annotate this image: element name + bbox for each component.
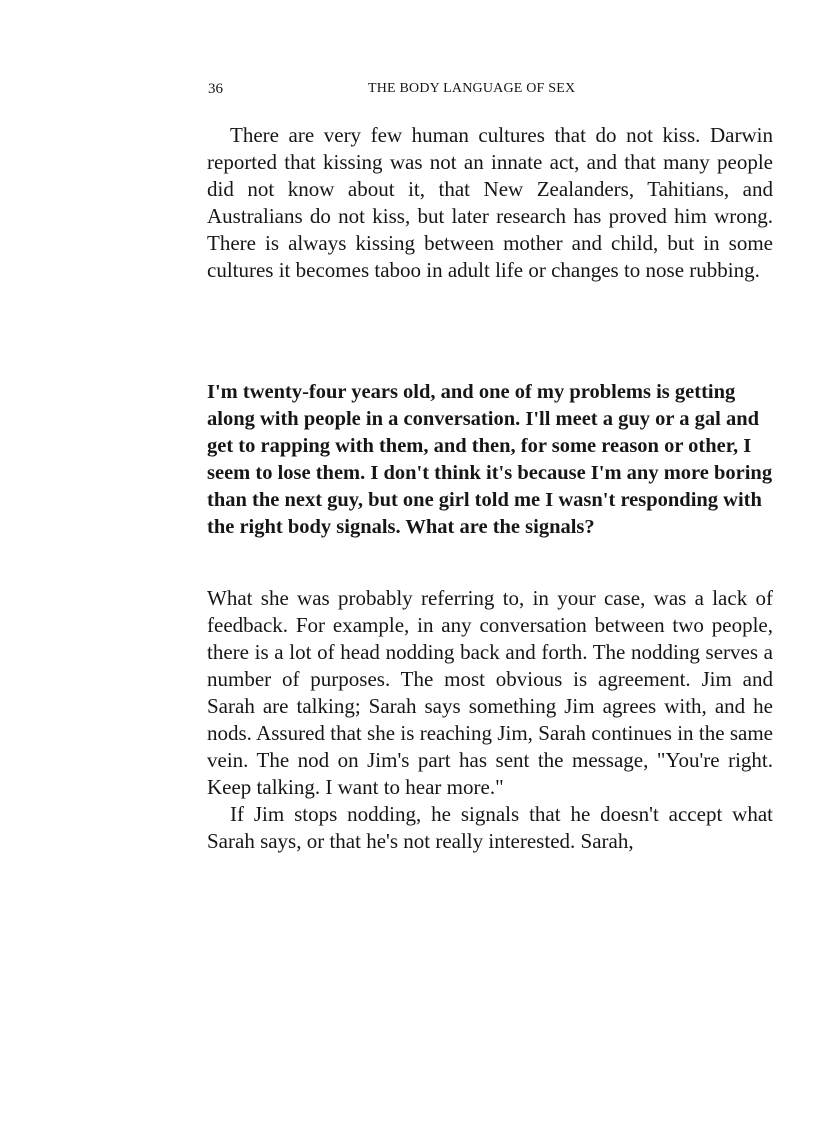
reader-question <box>207 379 773 541</box>
intro-paragraph-block <box>207 122 773 284</box>
intro-paragraph: There are very few human cultures that do not kiss. Darwin reported that kissing was not an innate act, and that many people did not know about it, that New Zealanders, Tahitians, and Australians do not kiss, but later research has proved him wrong. There is always kissing between mother and child, but in some cultures it becomes taboo in adult life or changes to nose rubbing. <box>207 123 773 282</box>
answer-paragraph: If Jim stops nodding, he signals that he doesn't accept what Sarah says, or that he's not really interested. Sarah, <box>207 802 773 853</box>
running-head: THE BODY LANGUAGE OF SEX <box>368 81 576 96</box>
answer-paragraph: What she was probably referring to, in your case, was a lack of feedback. For example, in any conversation between two people, there is a lot of head nodding back and forth. The nodding serves a number of purposes. The most obvious is agreement. Jim and Sarah are talking; Sarah says something Jim agrees with, and he nods. Assured that she is reaching Jim, Sarah continues in the same vein. The nod on Jim's part has sent the message, "You're right. Keep talking. I want to hear more." <box>207 586 773 799</box>
question-text: I'm twenty-four years old, and one of my problems is getting along with people in a conversation. I'll meet a guy or a gal and get to rapping with them, and then, for some reason or other, I seem to lose them. I don't think it's because I'm any more boring than the next guy, but one girl told me I wasn't responding with the right body signals. What are the signals? <box>207 381 773 538</box>
page-number: 36 <box>208 81 223 97</box>
answer-block <box>207 585 773 855</box>
